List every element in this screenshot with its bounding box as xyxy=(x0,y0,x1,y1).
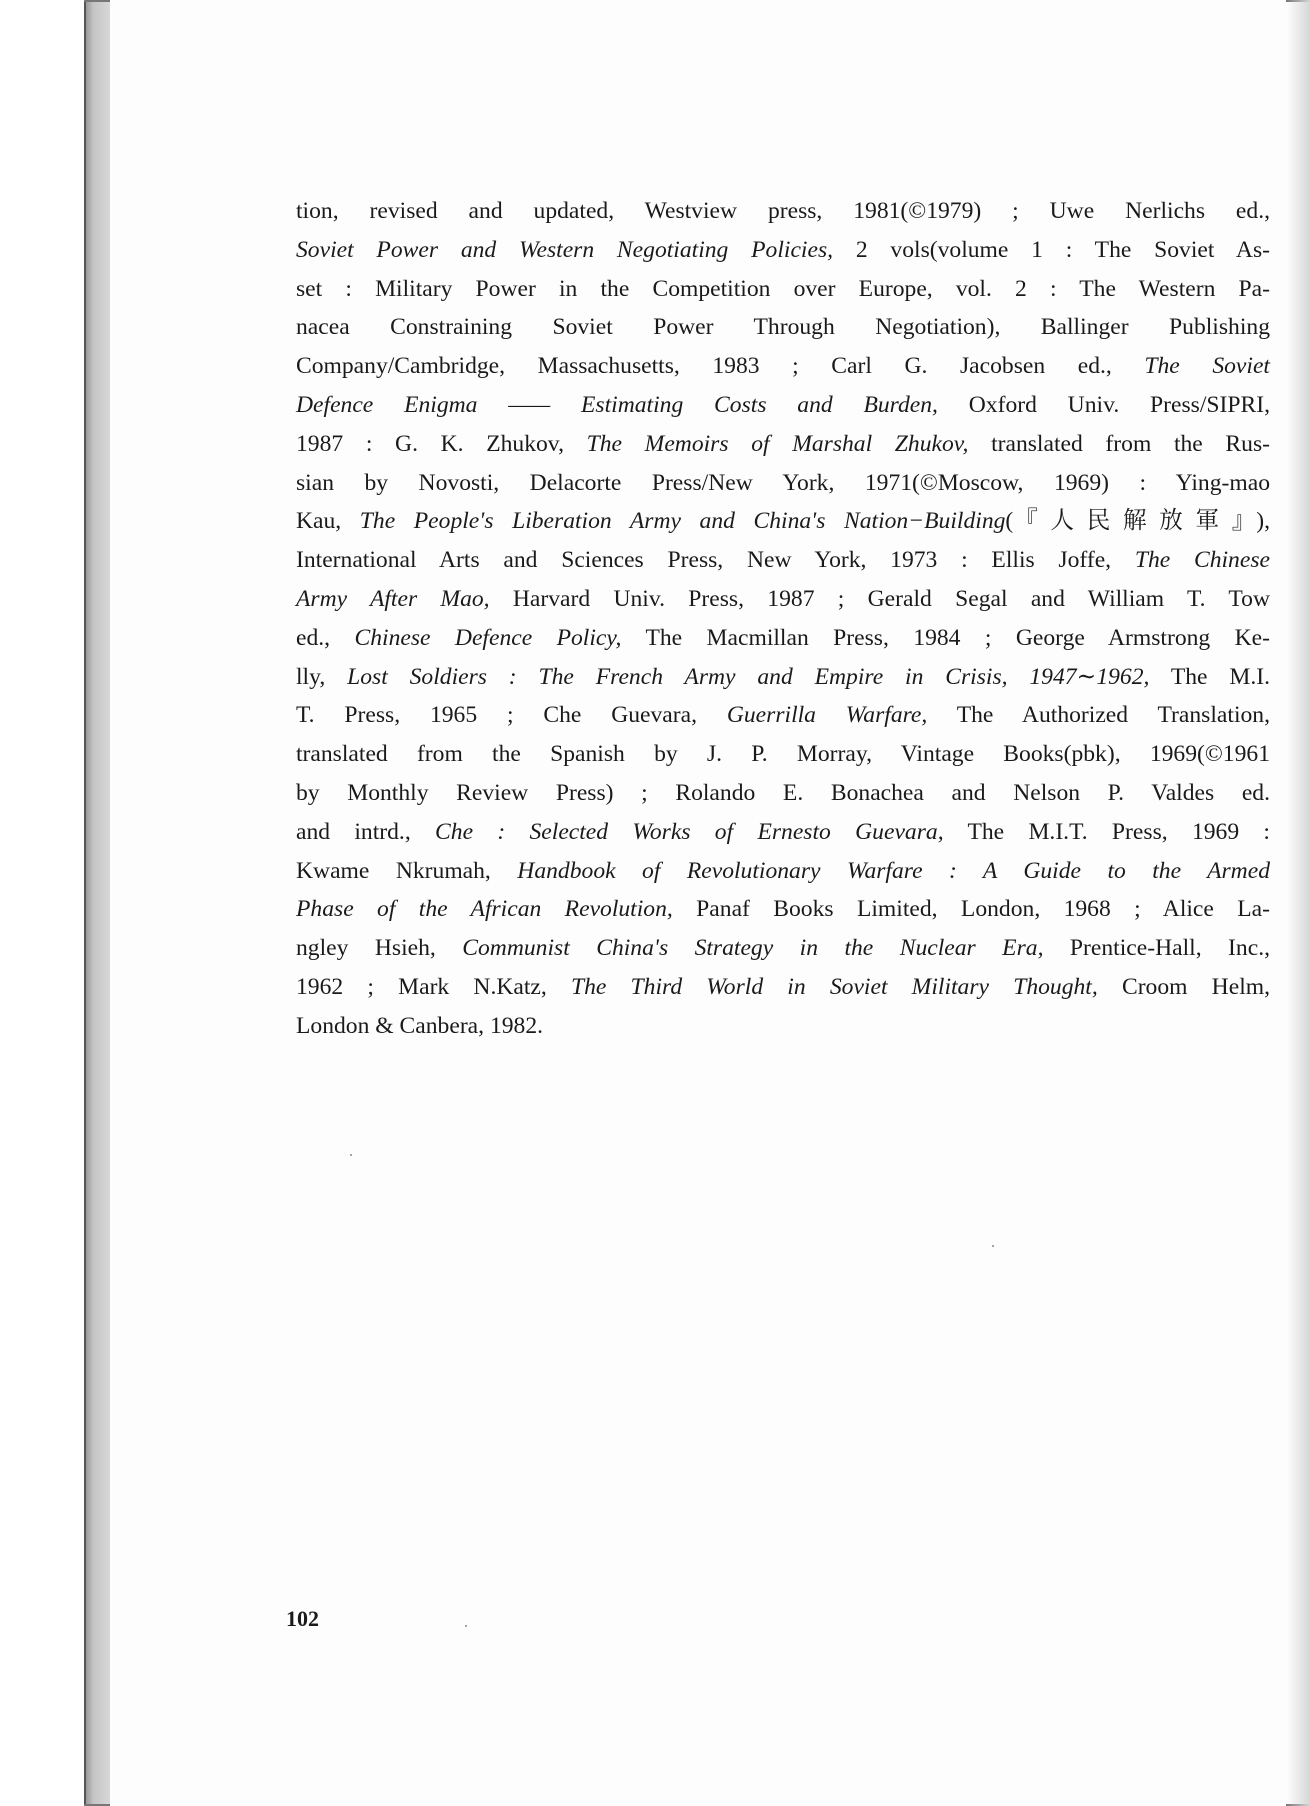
text-line xyxy=(296,619,1270,658)
text-segment: sian by Novosti, Delacorte Press/New York, 1971(©Moscow, 1969) : Ying-mao xyxy=(296,469,1270,496)
text-segment: The M.I.T. Press, 1969 : xyxy=(943,818,1270,845)
text-segment: (『人民解放軍』), xyxy=(1005,508,1271,535)
italic-title-segment: Che : Selected Works of Ernesto Guevara, xyxy=(435,818,944,845)
italic-title-segment: Defence Enigma —— Estimating Costs and Burden, xyxy=(296,391,938,418)
text-line xyxy=(296,658,1270,697)
text-segment: London & Canbera, 1982. xyxy=(296,1012,544,1039)
text-line xyxy=(296,541,1270,580)
italic-title-segment: Communist China's Strategy in the Nuclear Era, xyxy=(462,935,1044,962)
text-segment: lly, xyxy=(296,663,348,690)
text-segment: set : Military Power in the Competition over Europe, vol. 2 : The Western Pa- xyxy=(296,275,1270,302)
text-segment: Oxford Univ. Press/SIPRI, xyxy=(937,391,1270,418)
text-segment: Prentice-Hall, Inc., xyxy=(1043,935,1270,962)
text-segment: translated from the Spanish by J. P. Morray, Vintage Books(pbk), 1969(©1961 xyxy=(296,741,1270,768)
text-segment: Company/Cambridge, Massachusetts, 1983 ; Carl G. Jacobsen ed., xyxy=(296,353,1145,380)
text-line xyxy=(296,425,1270,464)
bibliography-text xyxy=(296,192,1270,1046)
text-segment: International Arts and Sciences Press, New York, 1973 : Ellis Joffe, xyxy=(296,547,1135,574)
book-page-edge xyxy=(84,0,110,1806)
text-line xyxy=(296,231,1270,270)
paper-speck xyxy=(465,1625,467,1627)
text-segment: The Authorized Translation, xyxy=(927,702,1270,729)
text-line xyxy=(296,929,1270,968)
page-number: 102 xyxy=(286,1606,319,1631)
text-line xyxy=(296,270,1270,309)
text-line xyxy=(296,774,1270,813)
text-segment: The Macmillan Press, 1984 ; George Armstrong Ke- xyxy=(621,624,1270,651)
italic-title-segment: The Third World in Soviet Military Thought, xyxy=(570,973,1098,1000)
text-line xyxy=(296,502,1270,541)
text-segment: nacea Constraining Soviet Power Through Negotiation), Ballinger Publishing xyxy=(296,314,1270,341)
text-segment: Kwame Nkrumah, xyxy=(296,857,518,884)
text-segment: Kau, xyxy=(296,508,360,535)
italic-title-segment: Handbook of Revolutionary Warfare : A Guide to the Armed xyxy=(517,857,1270,884)
page-right-shadow xyxy=(1286,0,1310,1806)
text-segment: The M.I. xyxy=(1149,663,1270,690)
text-line xyxy=(296,308,1270,347)
book-page xyxy=(110,0,1286,1806)
text-segment: tion, revised and updated, Westview press, 1981(©1979) ; Uwe Nerlichs ed., xyxy=(296,198,1270,224)
italic-title-segment: Chinese Defence Policy, xyxy=(354,624,622,651)
text-segment: 2 vols(volume 1 : The Soviet As- xyxy=(833,236,1270,263)
italic-title-segment: The People's Liberation Army and China's Nation−Building xyxy=(359,508,1006,535)
italic-title-segment: The Memoirs of Marshal Zhukov, xyxy=(586,430,969,457)
italic-title-segment: Guerrilla Warfare, xyxy=(726,702,928,729)
text-segment: ed., xyxy=(296,624,355,651)
paper-speck xyxy=(350,1154,352,1156)
text-segment: by Monthly Review Press) ; Rolando E. Bonachea and Nelson P. Valdes ed. xyxy=(296,779,1270,806)
text-segment: 1987 : G. K. Zhukov, xyxy=(296,430,587,457)
text-line xyxy=(296,1007,1270,1046)
paper-speck xyxy=(992,1245,994,1247)
italic-title-segment: The Soviet xyxy=(1144,353,1270,380)
text-segment: and intrd., xyxy=(296,818,436,845)
italic-title-segment: Army After Mao, xyxy=(296,585,490,612)
text-line xyxy=(296,580,1270,619)
text-line xyxy=(296,696,1270,735)
text-line xyxy=(296,347,1270,386)
text-segment: ngley Hsieh, xyxy=(296,935,463,962)
italic-title-segment: The Chinese xyxy=(1134,547,1270,574)
text-line xyxy=(296,192,1270,231)
text-line xyxy=(296,735,1270,774)
text-line xyxy=(296,386,1270,425)
text-segment: T. Press, 1965 ; Che Guevara, xyxy=(296,702,727,729)
text-line xyxy=(296,813,1270,852)
italic-title-segment: Lost Soldiers : The French Army and Empire in Crisis, 1947∼1962, xyxy=(347,663,1150,690)
text-segment: 1962 ; Mark N.Katz, xyxy=(296,973,571,1000)
text-segment: Harvard Univ. Press, 1987 ; Gerald Segal and William T. Tow xyxy=(489,585,1270,612)
italic-title-segment: Soviet Power and Western Negotiating Policies, xyxy=(296,236,834,263)
text-line xyxy=(296,890,1270,929)
text-segment: translated from the Rus- xyxy=(968,430,1270,457)
text-line xyxy=(296,852,1270,891)
text-segment: Panaf Books Limited, London, 1968 ; Alice La- xyxy=(672,896,1270,923)
text-segment: Croom Helm, xyxy=(1097,973,1270,1000)
italic-title-segment: Phase of the African Revolution, xyxy=(296,896,673,923)
text-line xyxy=(296,464,1270,503)
text-line xyxy=(296,968,1270,1007)
